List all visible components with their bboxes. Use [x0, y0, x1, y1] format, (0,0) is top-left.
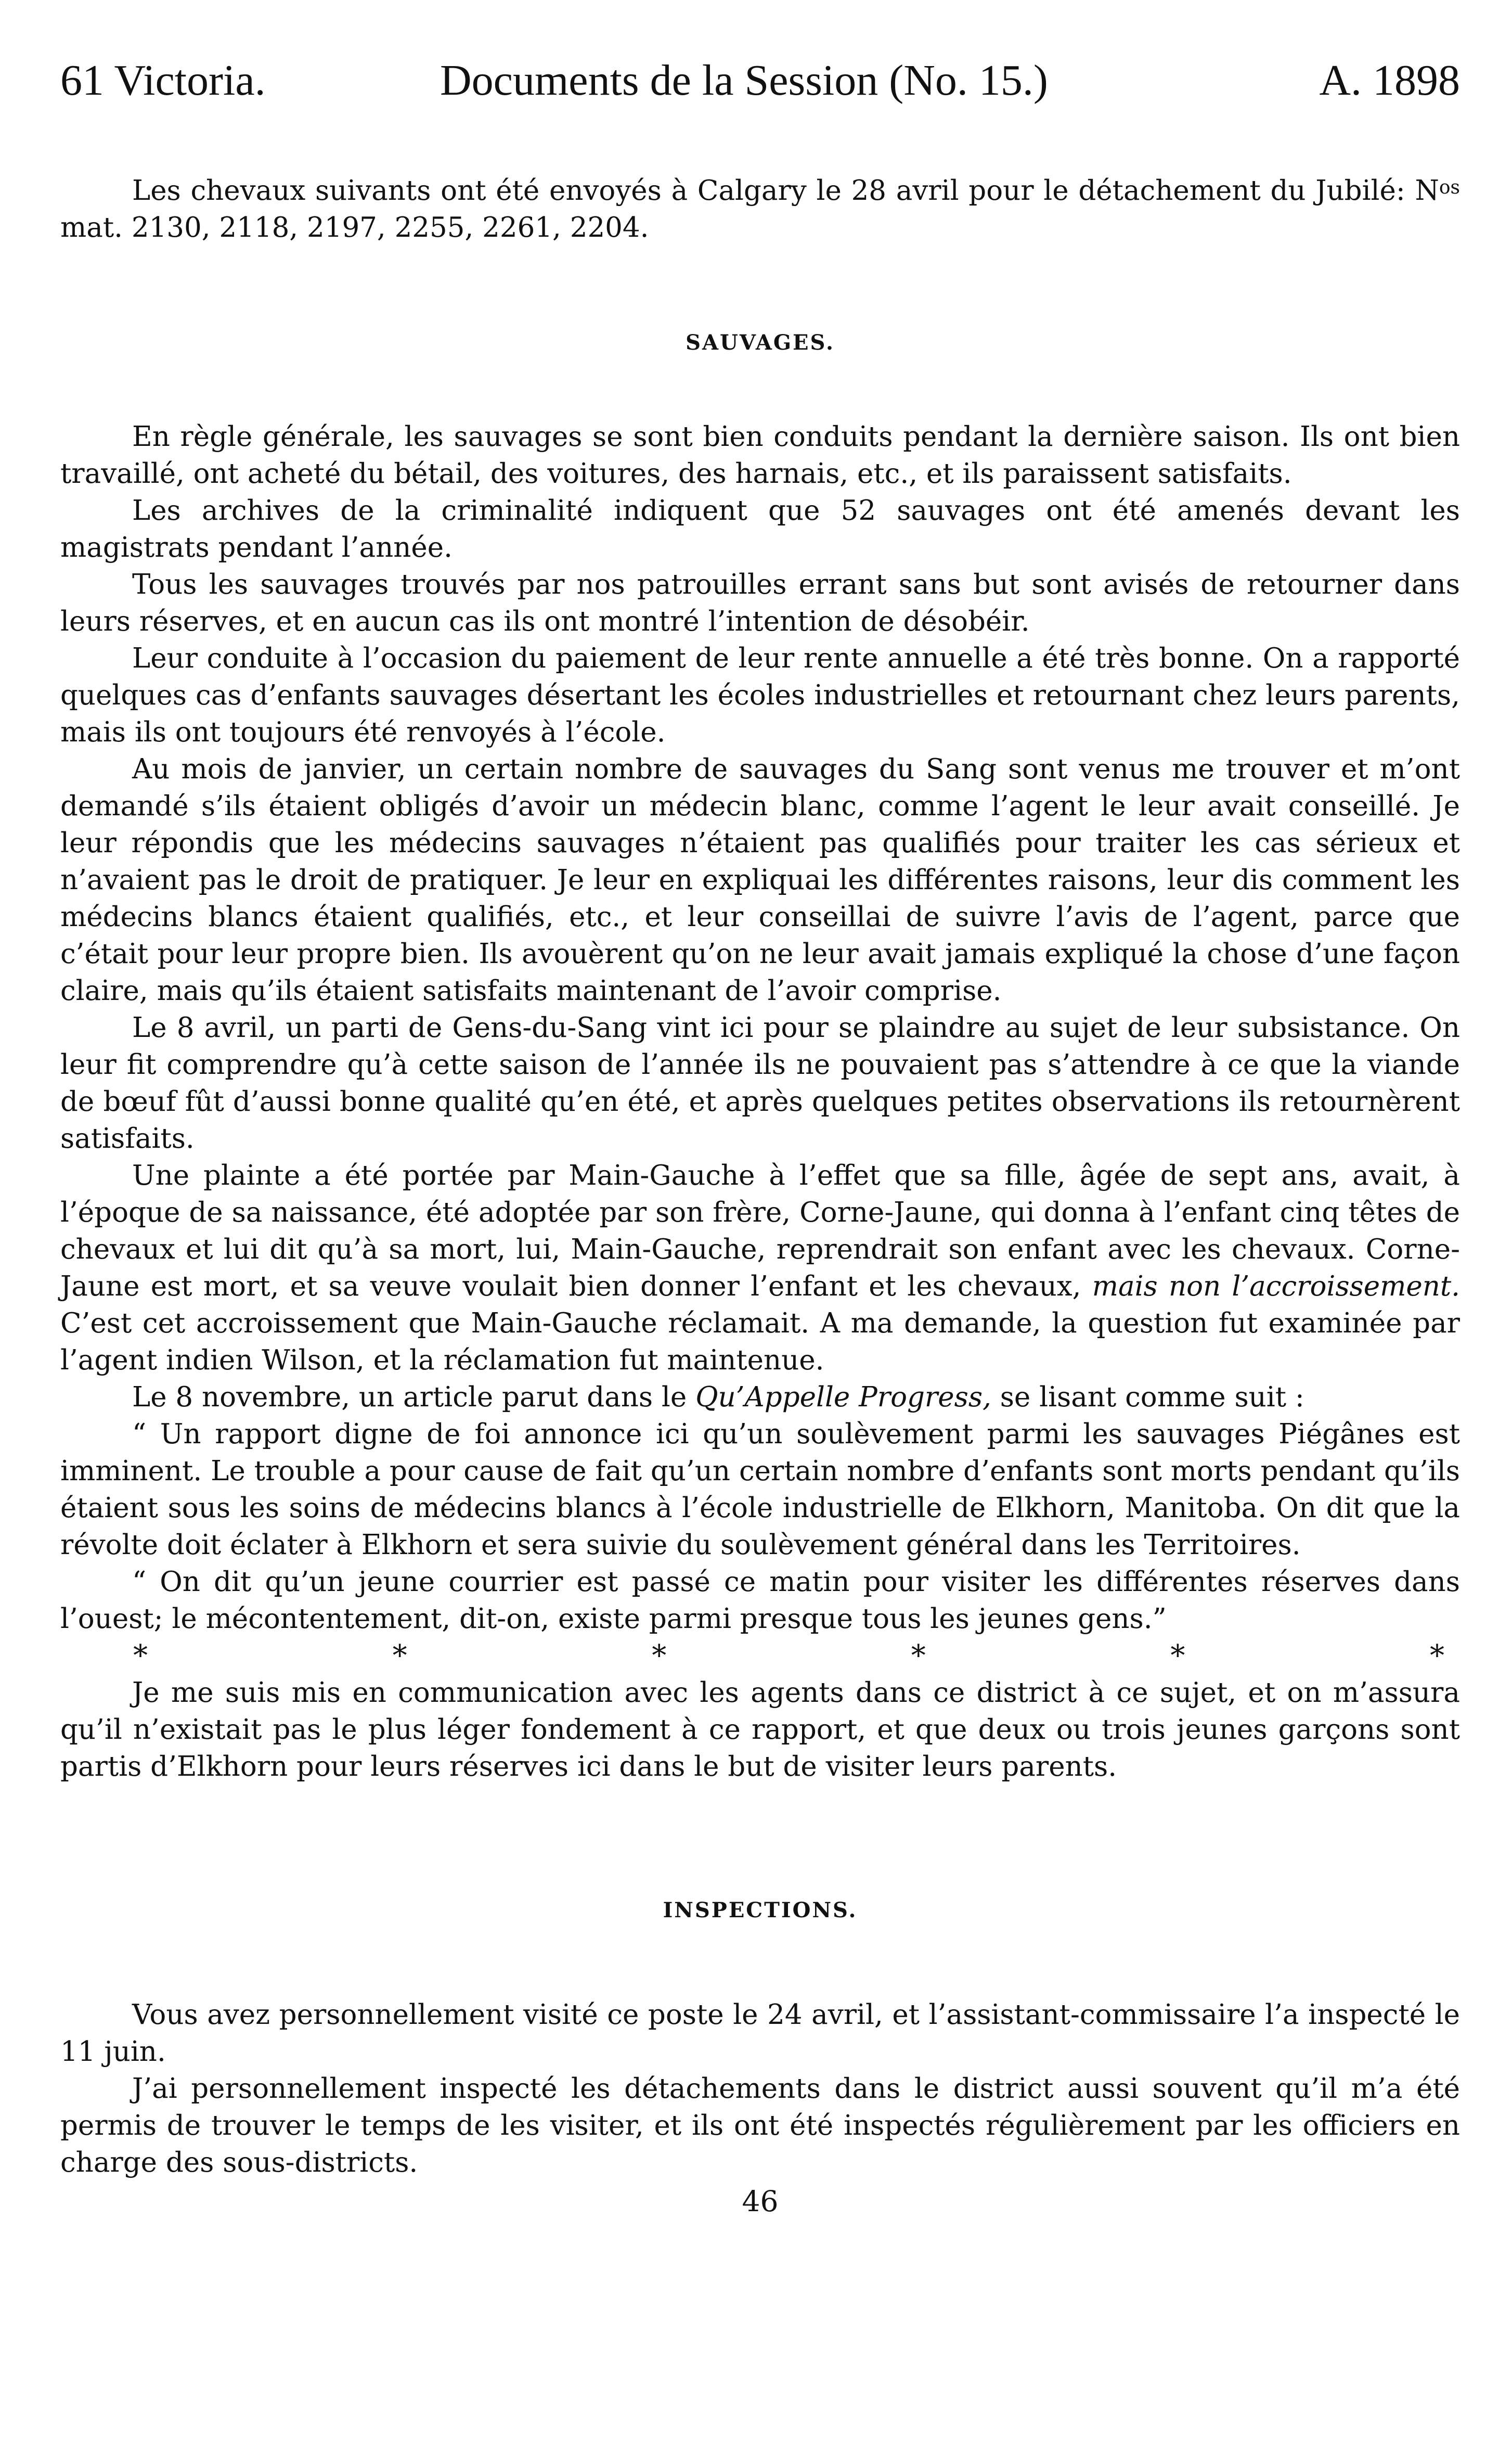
paragraph: Vous avez personnellement visité ce poste le 24 avril, et l’assistant-commissaire l’a inspecté le 11 juin. — [60, 1999, 1460, 2068]
quoted-paragraph: “ On dit qu’un jeune courrier est passé ce matin pour visiter les différentes réserves dans l’ouest; le mécontentement, dit-on, existe parmi presque tous les jeunes gens.” — [60, 1566, 1460, 1635]
paragraph: Les archives de la criminalité indiquent que 52 sauvages ont été amenés devant les magistrats pendant l’année. — [60, 495, 1460, 563]
quoted-paragraph: “ Un rapport digne de foi annonce ici qu’un soulèvement parmi les sauvages Piégânes est imminent. Le trouble a pour cause de fait qu’un certain nombre d’enfants sont morts pendant qu’ils étaient sous les soins de médecins blancs à l’école industrielle de Elkhorn, Manitoba. On dit que la révolte doit éclater à Elkhorn et sera suivie du soulèvement général dans les Territoires. — [60, 1418, 1460, 1561]
paragraph-novembre: Le 8 novembre, un article parut dans le Qu’Appelle Progress, se lisant comme suit : — [132, 1381, 1304, 1413]
paragraph: Je me suis mis en communication avec les agents dans ce district à ce sujet, et on m’assura qu’il n’existait pas le plus léger fondement à ce rapport, et que deux ou trois jeunes garçons sont partis d’Elkhorn pour leurs réserves ici dans le but de visiter leurs parents. — [60, 1677, 1460, 1782]
header-regnal-year: 61 Victoria. — [60, 56, 266, 105]
paragraph: J’ai personnellement inspecté les détachements dans le district aussi souvent qu’il m’a été permis de trouver le temps de les visiter, et ils ont été inspectés régulièrement par les officiers en charge des sous-districts. — [60, 2073, 1460, 2178]
section-heading-inspections: INSPECTIONS. — [663, 1898, 858, 1922]
asterisk: * — [133, 1639, 148, 1673]
paragraph-plainte: Une plainte a été portée par Main-Gauche à l’effet que sa fille, âgée de sept ans, avait, à l’époque de sa naissance, été adoptée par son frère, Corne-Jaune, qui donna à l’enfant cinq têtes de chevaux et lui dit qu’à sa mort, lui, Main-Gauche, reprendrait son enfant avec les chevaux. Corne-Jaune est mort, et sa veuve voulait bien donner l’enfant et les chevaux, mais non l’accroissement. C’est cet accroissement que Main-Gauche réclamait. A ma demande, la question fut examinée par l’agent indien Wilson, et la réclamation fut maintenue. — [60, 1160, 1460, 1376]
paragraph: Leur conduite à l’occasion du paiement de leur rente annuelle a été très bonne. On a rapporté quelques cas d’enfants sauvages désertant les écoles industrielles et retournant chez leurs parents, mais ils ont toujours été renvoyés à l’école. — [60, 643, 1460, 748]
page-number: 46 — [742, 2185, 779, 2218]
asterisk: * — [1170, 1639, 1185, 1673]
paragraph: Le 8 avril, un parti de Gens-du-Sang vint ici pour se plaindre au sujet de leur subsistance. On leur fit comprendre qu’à cette saison de l’année ils ne pouvaient pas s’attendre à ce que la viande de bœuf fût d’aussi bonne qualité qu’en été, et après quelques petites observations ils retournèrent satisfaits. — [60, 1012, 1460, 1155]
header-document-title: Documents de la Session (No. 15.) — [440, 56, 1048, 105]
asterisk: * — [1429, 1639, 1444, 1673]
newspaper-title: Qu’Appelle Progress, — [695, 1381, 991, 1413]
asterisk: * — [911, 1639, 926, 1673]
asterisk: * — [652, 1639, 667, 1673]
italic-phrase: mais non l’accroissement. — [1092, 1271, 1460, 1302]
paragraph: Au mois de janvier, un certain nombre de sauvages du Sang sont venus me trouver et m’ont demandé s’ils étaient obligés d’avoir un médecin blanc, comme l’agent le leur avait conseillé. Je leur répondis que les médecins sauvages n’étaient pas qualifiés pour traiter les cas sérieux et n’avaient pas le droit de pratiquer. Je leur en expliquai les différentes raisons, leur dis comment les médecins blancs étaient qualifiés, etc., et leur conseillai de suivre l’avis de l’agent, parce que c’était pour leur propre bien. Ils avouèrent qu’on ne leur avait jamais expliqué la chose d’une façon claire, mais qu’ils étaient satisfaits maintenant de l’avoir comprise. — [60, 753, 1460, 1007]
header-year: A. 1898 — [1319, 56, 1460, 105]
section-heading-sauvages: SAUVAGES. — [686, 330, 835, 355]
body-text — [60, 169, 1460, 2220]
asterisk-ellipsis — [60, 1637, 1460, 1674]
paragraph: En règle générale, les sauvages se sont bien conduits pendant la dernière saison. Ils ont bien travaillé, ont acheté du bétail, des voitures, des harnais, etc., et ils paraissent satisfaits. — [60, 421, 1460, 490]
running-header — [60, 49, 1460, 112]
paragraph: Tous les sauvages trouvés par nos patrouilles errant sans but sont avisés de retourner dans leurs réserves, et en aucun cas ils ont montré l’intention de désobéir. — [60, 569, 1460, 637]
asterisk: * — [392, 1639, 407, 1673]
intro-paragraph: Les chevaux suivants ont été envoyés à Calgary le 28 avril pour le détachement du Jubilé: $N^{os}$ mat. 2130, 2118, 2197, 2255, 2261, 2204. — [60, 175, 1460, 243]
